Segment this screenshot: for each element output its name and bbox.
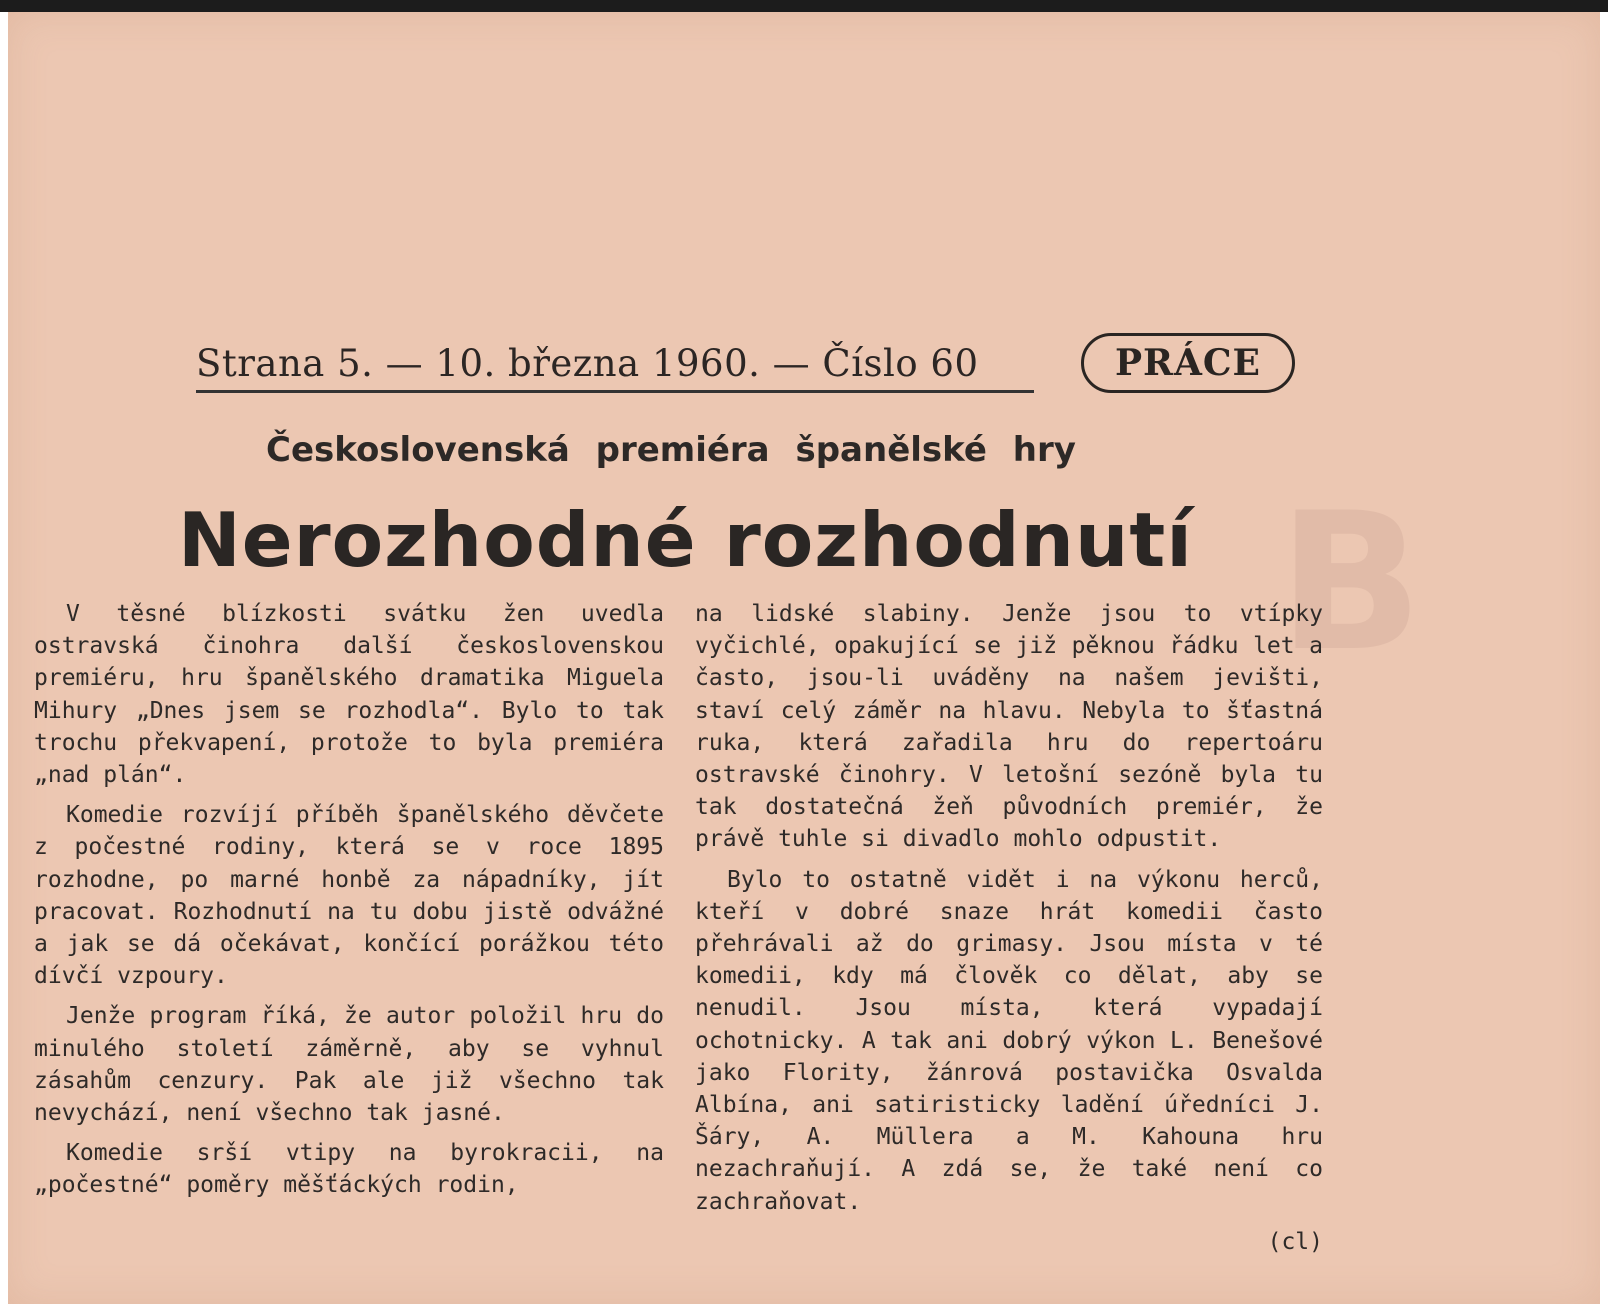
paragraph: Bylo to ostatně vidět i na výkonu herců, kteří v dobré snaze hrát komedii často přehrávali až do grimasy. Jsou místa v té komedii, kdy má člověk co dělat, aby se nenudil. Jsou místa, která vypadají ochotnicky. A tak ani dobrý výkon L. Benešové jako Flority, žánrová postavička Osvalda Albína, ani satiristicky ladění úředníci J. Šáry, A. Müllera a M. Kahouna hru nezachraňují. A zdá se, že také není co zachraňovat. xyxy=(695,866,1323,1215)
paragraph: Jenže program říká, že autor položil hru do minulého století záměrně, aby se vyhnul zásahům cenzury. Pak ale již všechno tak nevychází, není všechno tak jasné. xyxy=(34,1003,664,1127)
paragraph: V těsné blízkosti svátku žen uvedla ostravská činohra další československou premiéru, hru španělského dramatika Miguela Mihury „Dnes jsem se rozhodla“. Bylo to tak trochu překvapení, protože to byla premiéra „nad plán“. xyxy=(34,601,664,789)
article-column-right xyxy=(695,598,1323,1258)
article-kicker: Československá premiéra španělské hry xyxy=(266,430,1076,470)
bleed-through-mark: B xyxy=(1278,472,1423,693)
newspaper-logo: PRÁCE xyxy=(1081,333,1295,393)
paragraph: na lidské slabiny. Jenže jsou to vtípky vyčichlé, opakující se již pěknou řádku let a často, jsou-li uváděny na našem jevišti, staví celý záměr na hlavu. Nebyla to šťastná ruka, která zařadila hru do repertoáru ostravské činohry. V letošní sezóně byla tu tak dostatečná žeň původních premiér, že právě tuhle si divadlo mohlo odpustit. xyxy=(695,601,1323,853)
scan-top-edge xyxy=(0,0,1608,12)
article-headline: Nerozhodné rozhodnutí xyxy=(178,496,1193,584)
author-signature: (cl) xyxy=(1267,1228,1323,1255)
dateline: Strana 5. — 10. března 1960. — Číslo 60 xyxy=(196,340,1034,393)
paragraph: Komedie srší vtipy na byrokracii, na „počestné“ poměry měšťáckých rodin, xyxy=(34,1140,664,1199)
article-column-left xyxy=(34,598,664,1210)
paragraph: Komedie rozvíjí příběh španělského děvčete z počestné rodiny, která se v roce 1895 rozhodne, po marné honbě za nápadníky, jít pracovat. Rozhodnutí na tu dobu jistě odvážné a jak se dá očekávat, končící porážkou této dívčí vzpoury. xyxy=(34,802,664,990)
